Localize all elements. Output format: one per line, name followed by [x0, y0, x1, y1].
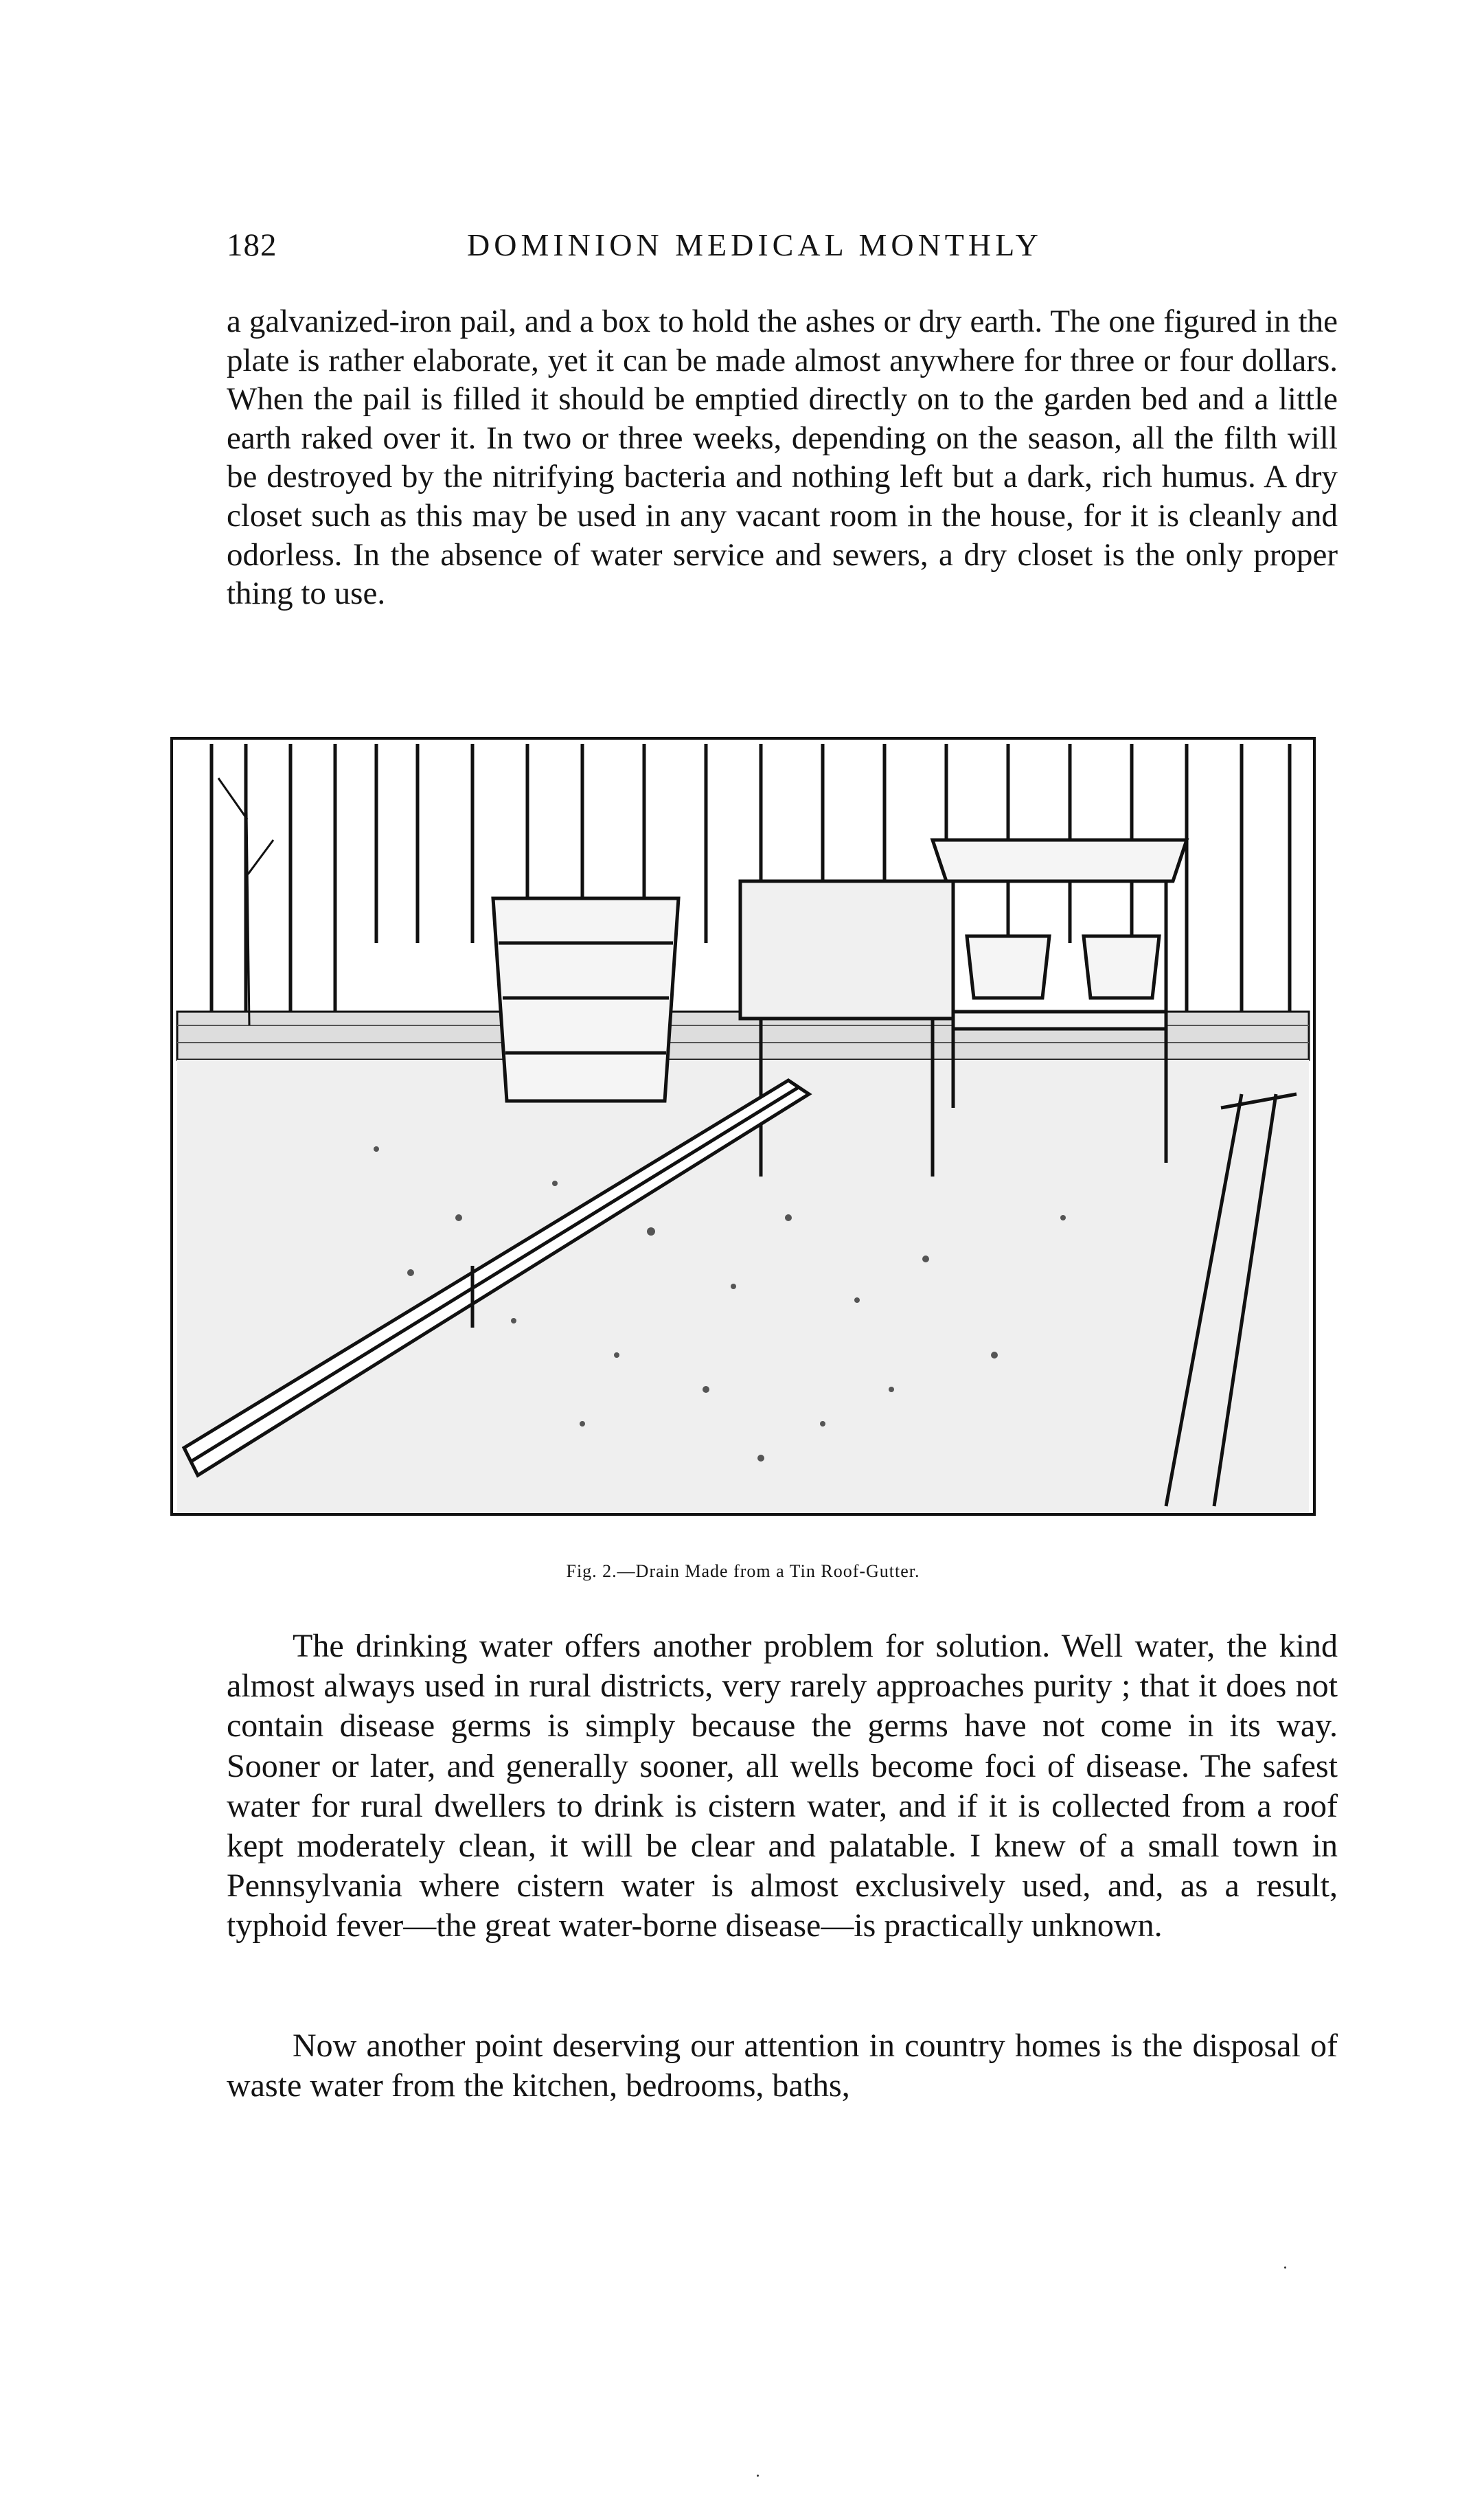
paragraph-waste-water: Now another point deserving our attention in country homes is the disposal of waste water from the kitchen, bedrooms, baths, [227, 2027, 1338, 2104]
speck-mark [757, 2475, 759, 2477]
engraving-illustration [170, 737, 1316, 1554]
speck-mark [1284, 2266, 1286, 2269]
page-header [227, 227, 1092, 275]
figure-drain-illustration [170, 737, 1316, 1582]
paragraph-drinking-water: The drinking water offers another problem for solution. Well water, the kind almost always used in rural districts, very rarely approaches purity ; that it does not contain disease germs is simply because the germs have not come in its way. Sooner or later, and generally sooner, all wells become foci of disease. The safest water for rural dwellers to drink is cistern water, and if it is collected from a roof kept moderately clean, it will be clear and palatable. I knew of a small town in Pennsylvania where cistern water is almost exclusively used, and, as a result, typhoid fever—the great water-borne disease—is practically unknown. [227, 1628, 1338, 1944]
paragraph-dry-closet: a galvanized-iron pail, and a box to hold the ashes or dry earth. The one figured in the plate is rather elaborate, yet it can be made almost anywhere for three or four dollars. When the pail is filled it should be emptied directly on to the garden bed and a little earth raked over it. In two or three weeks, depending on the season, all the filth will be destroyed by the nitrifying bacteria and nothing left but a dark, rich humus. A dry closet such as this may be used in any vacant room in the house, for it is cleanly and odorless. In the absence of water service and sewers, a dry closet is the only proper thing to use. [227, 304, 1338, 612]
running-title: DOMINION MEDICAL MONTHLY [467, 227, 1042, 262]
figure-caption: Fig. 2.—Drain Made from a Tin Roof-Gutter. [566, 1561, 920, 1581]
page-number: 182 [227, 227, 277, 263]
